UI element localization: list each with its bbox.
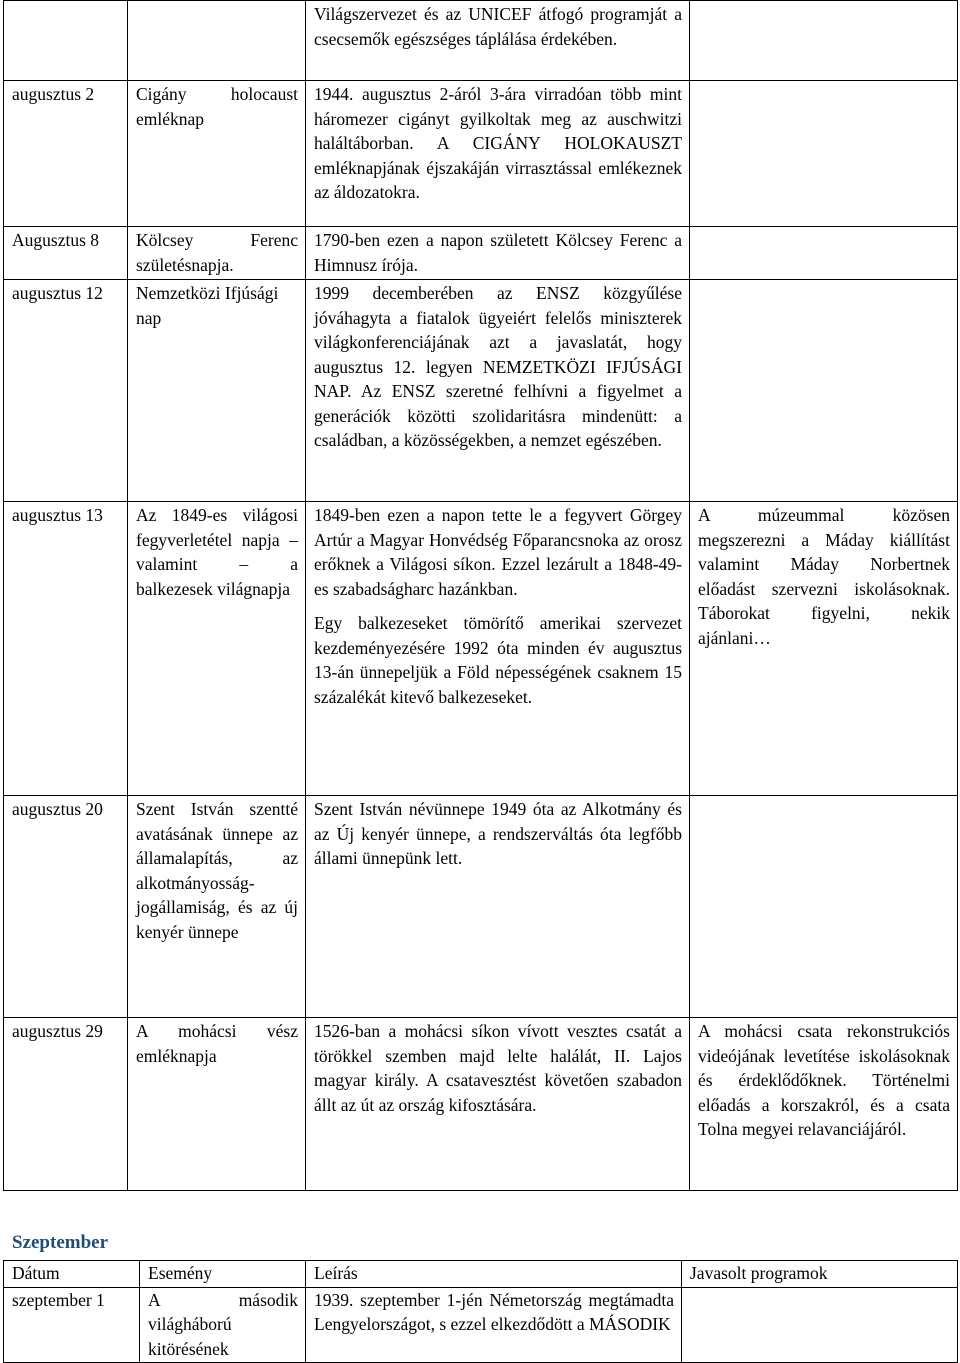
- event-cell: Nemzetközi Ifjúsági nap: [128, 280, 306, 502]
- table-row: [4, 1287, 958, 1363]
- program-cell: [690, 81, 958, 227]
- september-heading: Szeptember: [12, 1232, 109, 1253]
- august-events-table: [3, 0, 958, 1191]
- table-row: [4, 796, 958, 1018]
- table-row: [4, 1018, 958, 1191]
- table-row: [4, 502, 958, 796]
- event-cell: A mohácsi vész emléknapja: [128, 1018, 306, 1191]
- description-cell: Szent István névünnepe 1949 óta az Alkotmány és az Új kenyér ünnepe, a rendszerváltás óta legfőbb állami ünnepünk lett.: [306, 796, 690, 1018]
- paragraph-spacer: [314, 601, 682, 605]
- description-cell: [306, 502, 690, 796]
- header-event: Esemény: [140, 1261, 306, 1288]
- table-header-row: [4, 1261, 958, 1288]
- date-cell: augusztus 12: [4, 280, 128, 502]
- description-cell: 1526-ban a mohácsi síkon vívott vesztes csatát a törökkel szemben majd lelte halálát, II. Lajos magyar király. A csatavesztést követően szabadon állt az út az ország kifosztására.: [306, 1018, 690, 1191]
- program-cell: [682, 1287, 958, 1363]
- description-paragraph: Egy balkezeseket tömörítő amerikai szervezet kezdeményezésére 1992 óta minden év augusztus 13-án ünnepeljük a Föld népességének csaknem 15 százalékát kitevő balkezeseket.: [314, 613, 682, 707]
- table-row: [4, 280, 958, 502]
- description-cell: 1944. augusztus 2-áról 3-ára virradóan több mint háromezer cigányt gyilkoltak meg az auschwitzi haláltáborban. A CIGÁNY HOLOKAUSZT emléknapjának éjszakáján virrasztással emlékeznek az áldozatokra.: [306, 81, 690, 227]
- date-cell: augusztus 29: [4, 1018, 128, 1191]
- description-cell: 1790-ben ezen a napon született Kölcsey Ferenc a Himnusz írója.: [306, 227, 690, 280]
- date-cell: Augusztus 8: [4, 227, 128, 280]
- event-cell: [128, 1, 306, 81]
- event-cell: Kölcsey Ferenc születésnapja.: [128, 227, 306, 280]
- september-events-table: [3, 1260, 958, 1363]
- program-cell: [690, 796, 958, 1018]
- event-cell: A második világháború kitörésének: [140, 1287, 306, 1363]
- date-cell: augusztus 13: [4, 502, 128, 796]
- program-cell: A mohácsi csata rekonstrukciós videójának levetítése iskolásoknak és érdeklődőknek. Történelmi előadás a korszakról, és a csata Tolna megyei relavanciájáról.: [690, 1018, 958, 1191]
- table-row: [4, 81, 958, 227]
- table-row: [4, 227, 958, 280]
- event-cell: Cigány holocaust emléknap: [128, 81, 306, 227]
- event-cell: Szent István szentté avatásának ünnepe az államalapítás, az alkotmányosság-jogállamiság, és az új kenyér ünnepe: [128, 796, 306, 1018]
- date-cell: augusztus 20: [4, 796, 128, 1018]
- date-cell: szeptember 1: [4, 1287, 140, 1363]
- date-cell: augusztus 2: [4, 81, 128, 227]
- event-cell: Az 1849-es világosi fegyverletétel napja – valamint – a balkezesek világnapja: [128, 502, 306, 796]
- program-cell: A múzeummal közösen megszerezni a Máday kiállítást valamint Máday Norbertnek előadást szervezni iskolásoknak. Táborokat figyelni, nekik ajánlani…: [690, 502, 958, 796]
- description-cell: 1999 decemberében az ENSZ közgyűlése jóváhagyta a fiatalok ügyeiért felelős miniszterek világkonferenciájának azt a javaslatát, hogy augusztus 12. legyen NEMZETKÖZI IFJÚSÁGI NAP. Az ENSZ szeretné felhívni a figyelmet a generációk közötti szolidaritásra mindenütt: a családban, a közösségekben, a nemzet egészében.: [306, 280, 690, 502]
- description-paragraph: 1849-ben ezen a napon tette le a fegyvert Görgey Artúr a Magyar Honvédség Főparancsnoka az orosz erőknek a Világosi síkon. Ezzel lezárult a 1848-49-es szabadságharc hazánkban.: [314, 505, 682, 599]
- program-cell: [690, 280, 958, 502]
- description-cell: Világszervezet és az UNICEF átfogó programját a csecsemők egészséges táplálása érdekében.: [306, 1, 690, 81]
- program-cell: [690, 1, 958, 81]
- program-cell: [690, 227, 958, 280]
- table-row: [4, 1, 958, 81]
- header-description: Leírás: [306, 1261, 682, 1288]
- header-program: Javasolt programok: [682, 1261, 958, 1288]
- description-cell: 1939. szeptember 1-jén Németország megtámadta Lengyelországot, s ezzel elkezdődött a MÁSODIK: [306, 1287, 682, 1363]
- header-date: Dátum: [4, 1261, 140, 1288]
- date-cell: [4, 1, 128, 81]
